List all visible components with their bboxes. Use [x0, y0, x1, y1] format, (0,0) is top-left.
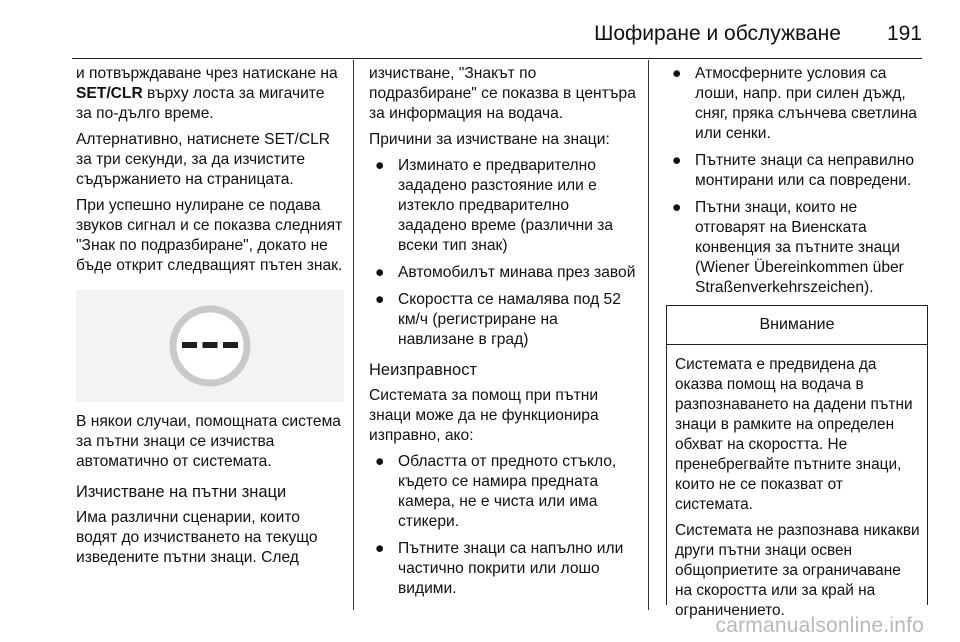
list-item: ● Областта от предното стъкло, където се намира предната камера, не е чиста или има стикери.: [375, 453, 617, 530]
paragraph: Алтернативно, натиснете SET/CLR за три секунди, за да изчистите съдържанието на страницата.: [76, 131, 331, 188]
bullet-list: [369, 156, 637, 350]
notice-box: [666, 305, 928, 619]
section-heading: Неизправност: [369, 361, 478, 379]
bullet-list: [369, 452, 637, 599]
list-item: ● Изминато е предварително зададено разстояние или е изтекло предварително зададено време (различни за всеки тип знак): [375, 157, 614, 254]
paragraph: Системата за помощ при пътни знаци може да не функционира изправно, ако:: [369, 387, 599, 444]
default-sign-figure: [76, 290, 344, 402]
paragraph: Има различни сценарии, които водят до изчистването на текущо изведените пътни знаци. След: [76, 509, 318, 566]
header-title: Шофиране и обслужване: [594, 22, 841, 45]
paragraph: Системата не разпознава никакви други пътни знаци освен общоприетите за ограничаване на скоростта или за край на ограничението.: [675, 522, 920, 619]
list-item: ● Пътните знаци са неправилно монтирани или са повредени.: [672, 152, 915, 189]
column-divider-2: [648, 60, 649, 610]
section-heading: Изчистване на пътни знаци: [76, 483, 287, 501]
column-2: [369, 64, 637, 606]
paragraph: Причини за изчистване на знаци:: [369, 131, 610, 148]
header-rule: [72, 58, 922, 59]
paragraph: При успешно нулиране се подава звуков сигнал и се показва следният "Знак по подразбиране", докато не бъде открит следващият пътен знак.: [76, 197, 343, 274]
page-header: [594, 22, 922, 46]
watermark: carmanualsonline.info: [715, 614, 924, 637]
paragraph: В някои случаи, помощната система за пътни знаци се изчиства автоматично от системата.: [76, 413, 341, 470]
column-1: [76, 64, 344, 574]
list-item: ● Атмосферните условия са лоши, напр. при силен дъжд, сняг, пряка слънчева светлина или сенки.: [672, 65, 917, 142]
set-clr-label: SET/CLR: [76, 85, 143, 102]
list-item: ● Пътните знаци са напълно или частично покрити или лошо видими.: [375, 540, 624, 597]
paragraph: и потвърждаване чрез натискане на SET/CLR върху лоста за мигачите за по-дълго време.: [76, 65, 338, 122]
paragraph: Системата е предвидена да оказва помощ на водача в разпознаването на дадени пътни знаци в рамките на определен обхват на скоростта. Не пренебрегвайте пътните знаци, които не се показват от системата.: [675, 356, 913, 513]
page-number: 191: [886, 22, 922, 45]
column-3: [666, 64, 928, 619]
list-item: ● Пътни знаци, които не отговарят на Виенската конвенция за пътните знаци (Wiener Übereinkommen über Straßenverkehrszeichen).: [672, 199, 904, 296]
list-item: ● Скоростта се намалява под 52 км/ч (регистриране на навлизане в град): [375, 291, 621, 348]
list-item: ● Автомобилът минава през завой: [375, 264, 636, 281]
notice-body: [667, 345, 927, 621]
column-divider-1: [353, 60, 354, 610]
paragraph: изчистване, "Знакът по подразбиране" се показва в центъра за информация на водача.: [369, 65, 636, 122]
notice-title: Внимание: [667, 306, 927, 345]
bullet-list: [666, 64, 928, 298]
default-sign-dashes-icon: [168, 304, 252, 388]
